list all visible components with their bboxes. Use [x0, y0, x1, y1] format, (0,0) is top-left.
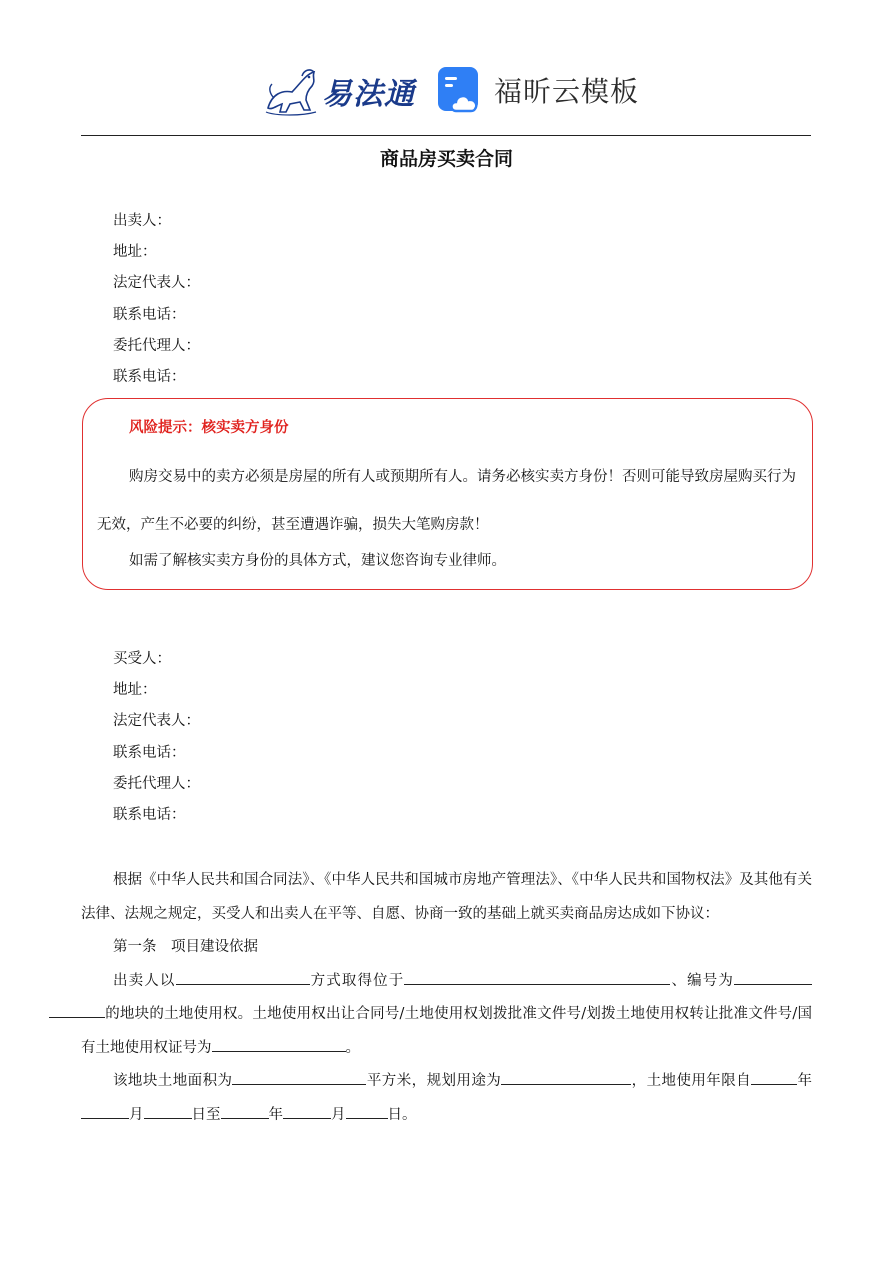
seller-name-label: 出卖人： [113, 213, 171, 229]
seller-agent-label: 委托代理人： [113, 337, 200, 354]
start-day-blank[interactable] [144, 1103, 192, 1119]
buyer-agent-label: 委托代理人： [113, 775, 200, 792]
text-segment: 、编号为 [670, 972, 734, 989]
risk-tip-title: 风险提示：核实卖方身份 [129, 420, 289, 436]
risk-tip-box [82, 398, 813, 590]
header-divider [81, 135, 811, 136]
start-year-blank-2[interactable] [781, 1069, 797, 1085]
seller-agent-phone-label: 联系电话： [113, 368, 186, 385]
land-number-blank-1[interactable] [734, 969, 812, 985]
land-certificate-number-blank[interactable] [212, 1036, 346, 1052]
buyer-fields [113, 644, 200, 831]
buyer-legal-rep-label: 法定代表人： [113, 713, 200, 730]
end-year-blank[interactable] [221, 1103, 269, 1119]
text-segment: 。 [345, 1039, 360, 1056]
end-day-blank[interactable] [346, 1103, 388, 1119]
seller-legal-rep-label: 法定代表人： [113, 275, 200, 292]
fuxinyun-logo-text: 福昕云模板 [494, 75, 640, 108]
kylin-icon [262, 64, 320, 118]
buyer-address-label: 地址： [113, 682, 157, 699]
end-month-blank[interactable] [283, 1103, 331, 1119]
yifatong-logo-text: 易法通 [322, 77, 415, 112]
fuxinyun-logo [436, 64, 639, 116]
seller-address-label: 地址： [113, 244, 157, 261]
yifatong-logo [262, 62, 415, 120]
acquisition-method-blank[interactable] [176, 969, 310, 985]
land-area-blank[interactable] [232, 1069, 366, 1085]
intro-paragraph: 根据《中华人民共和国合同法》、《中华人民共和国城市房地产管理法》、《中华人民共和国物权法》及其他有关法律、法规之规定，买受人和出卖人在平等、自愿、协商一致的基础上就买卖商品房达成如下协议： [81, 872, 812, 922]
start-month-blank[interactable] [81, 1103, 129, 1119]
text-segment: 该地块土地面积为 [113, 1073, 233, 1089]
text-segment: 的地块的土地使用权。土地使用权出让合同号/土地使用权划拨批准文件号/划拨土地使用权转让批准文件号/国有土地使用权证号为 [81, 1006, 812, 1056]
header [0, 58, 893, 124]
text-segment: 日至 [191, 1106, 221, 1123]
text-segment: 日。 [387, 1106, 417, 1123]
article-1-paragraph-1 [81, 965, 812, 1066]
text-segment: 年 [268, 1106, 283, 1123]
text-segment: 月 [129, 1106, 144, 1123]
land-number-blank-2[interactable] [49, 1002, 105, 1018]
buyer-agent-phone-label: 联系电话： [113, 806, 186, 823]
risk-tip-paragraph: 购房交易中的卖方必须是房屋的所有人或预期所有人。请务必核实卖方身份！否则可能导致房屋购买行为无效，产生不必要的纠纷，甚至遭遇诈骗，损失大笔购房款！ [97, 469, 796, 533]
contract-body [81, 864, 812, 1132]
document-title: 商品房买卖合同 [379, 148, 513, 170]
buyer-name-label: 买受人： [113, 651, 171, 667]
text-segment: 年 [797, 1073, 813, 1089]
cloud-document-icon [436, 65, 484, 115]
text-segment: 出卖人以 [113, 972, 176, 989]
start-year-blank-1[interactable] [751, 1069, 781, 1085]
buyer-phone-label: 联系电话： [113, 744, 186, 761]
seller-phone-label: 联系电话： [113, 306, 186, 323]
text-segment: 平方米，规划用途为 [366, 1073, 502, 1089]
text-segment: ，土地使用年限自 [631, 1073, 752, 1089]
article-1-heading: 第一条 项目建设依据 [113, 939, 258, 955]
planned-use-blank[interactable] [501, 1069, 631, 1085]
text-segment: 月 [331, 1106, 346, 1123]
land-location-blank[interactable] [404, 969, 670, 985]
risk-tip-advice: 如需了解核实卖方身份的具体方式，建议您咨询专业律师。 [129, 553, 506, 569]
text-segment: 方式取得位于 [309, 972, 405, 989]
seller-fields [113, 206, 200, 393]
article-1-paragraph-2 [81, 1065, 812, 1132]
